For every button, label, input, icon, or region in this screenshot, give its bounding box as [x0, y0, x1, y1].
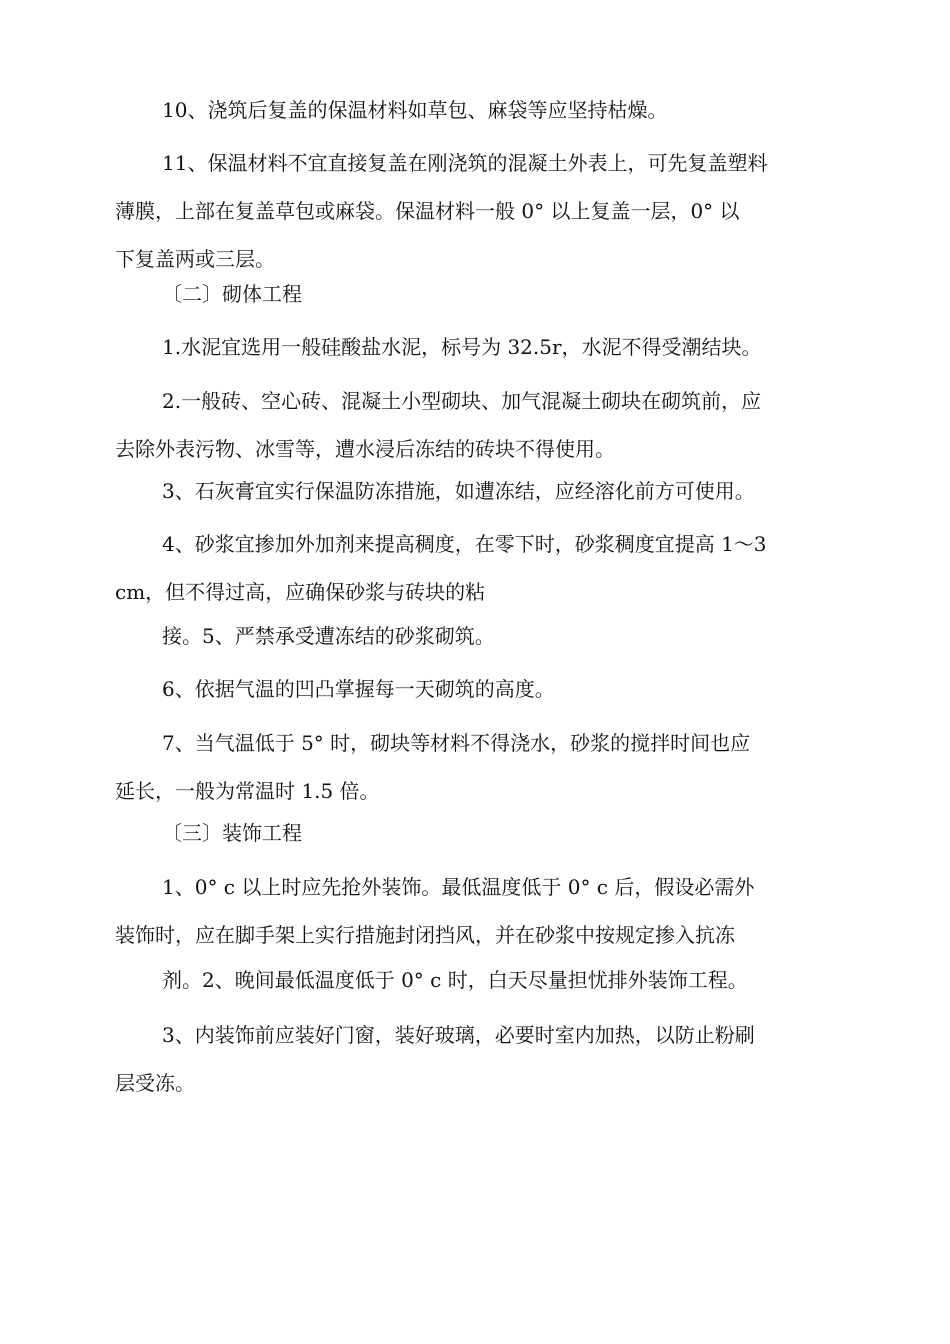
text-line: 11、保温材料不宜直接复盖在刚浇筑的混凝土外表上，可先复盖塑料 — [162, 151, 768, 175]
text-line: 3、内装饰前应装好门窗，装好玻璃，必要时室内加热，以防止粉刷 — [162, 1023, 755, 1047]
paragraph-masonry-1 — [115, 323, 835, 371]
section-heading-decoration — [115, 809, 835, 857]
text-line: 7、当气温低于 5° 时，砌块等材料不得浇水，砂浆的搅拌时间也应 — [162, 731, 751, 755]
paragraph-masonry-2 — [115, 377, 835, 473]
text-line: 4、砂浆宜掺加外加剂来提高稠度，在零下时，砂浆稠度宜提高 1～3 — [162, 532, 767, 556]
text-line: 10、浇筑后复盖的保温材料如草包、麻袋等应坚持枯燥。 — [162, 98, 668, 122]
paragraph-item-11 — [115, 139, 835, 283]
text-line: 装饰时，应在脚手架上实行措施封闭挡风，并在砂浆中按规定掺入抗冻 — [115, 923, 735, 947]
paragraph-item-10 — [115, 86, 835, 134]
text-line: 1.水泥宜选用一般硅酸盐水泥，标号为 32.5r，水泥不得受潮结块。 — [162, 335, 762, 359]
text-line: 接。5、严禁承受遭冻结的砂浆砌筑。 — [162, 624, 495, 648]
text-line: cm，但不得过高，应确保砂浆与砖块的粘 — [115, 580, 486, 604]
paragraph-decoration-1 — [115, 863, 835, 959]
text-line: 2.一般砖、空心砖、混凝土小型砌块、加气混凝土砌块在砌筑前，应 — [162, 389, 762, 413]
text-line: 下复盖两或三层。 — [115, 247, 275, 271]
heading-text: 〔二〕砌体工程 — [162, 282, 302, 306]
paragraph-masonry-4 — [115, 520, 835, 616]
paragraph-masonry-5 — [115, 612, 835, 660]
text-line: 薄膜，上部在复盖草包或麻袋。保温材料一般 0° 以上复盖一层，0° 以 — [115, 199, 740, 223]
text-line: 层受冻。 — [115, 1071, 195, 1095]
text-line: 去除外表污物、冰雪等，遭水浸后冻结的砖块不得使用。 — [115, 437, 615, 461]
text-line: 1、0° c 以上时应先抢外装饰。最低温度低于 0° c 后，假设必需外 — [162, 875, 755, 899]
paragraph-masonry-7 — [115, 719, 835, 815]
heading-text: 〔三〕装饰工程 — [162, 821, 302, 845]
paragraph-decoration-3 — [115, 1011, 835, 1107]
text-line: 6、依据气温的凹凸掌握每一天砌筑的高度。 — [162, 677, 555, 701]
paragraph-masonry-3 — [115, 467, 835, 515]
text-line: 延长，一般为常温时 1.5 倍。 — [115, 779, 380, 803]
text-line: 3、石灰膏宜实行保温防冻措施，如遭冻结，应经溶化前方可使用。 — [162, 479, 755, 503]
text-line: 剂。2、晚间最低温度低于 0° c 时，白天尽量担忧排外装饰工程。 — [162, 968, 748, 992]
section-heading-masonry — [115, 270, 835, 318]
paragraph-decoration-2 — [115, 956, 835, 1004]
paragraph-masonry-6 — [115, 665, 835, 713]
